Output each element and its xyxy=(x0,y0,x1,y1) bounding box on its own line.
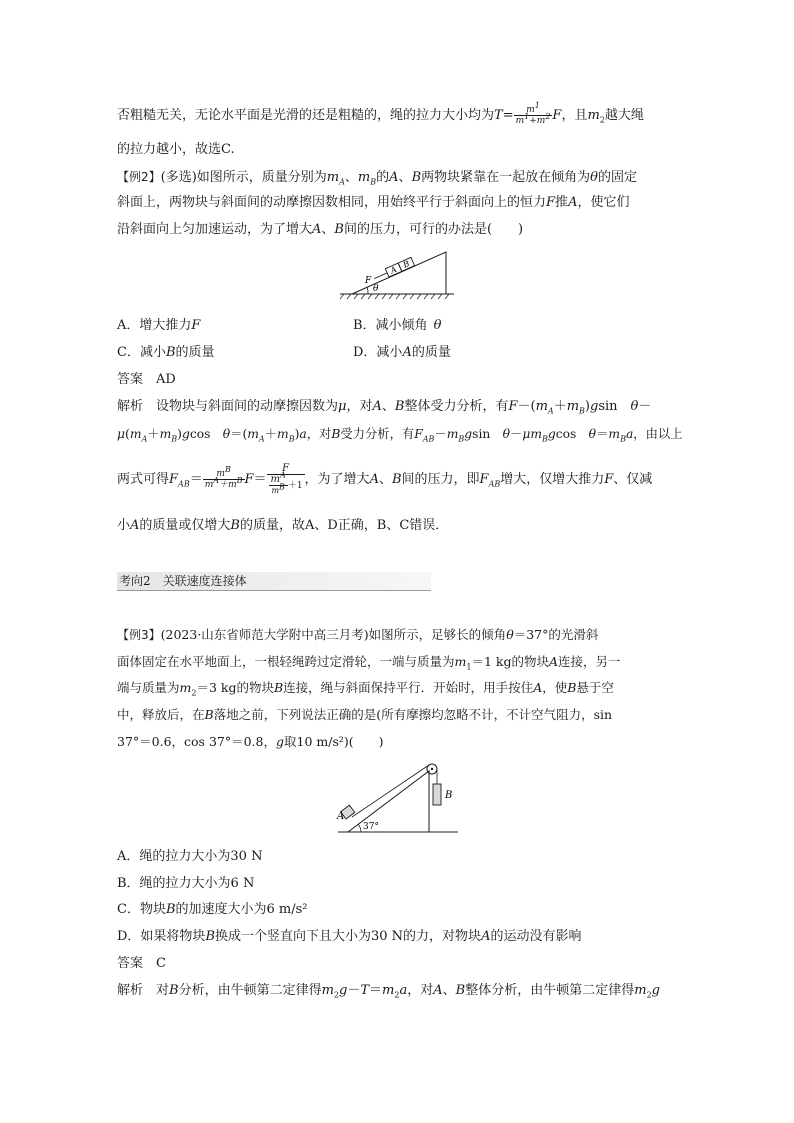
var-F: F xyxy=(552,108,562,123)
block-B xyxy=(433,784,441,805)
var-A: A xyxy=(389,170,399,185)
var: θ xyxy=(588,427,597,441)
var: F xyxy=(604,472,614,487)
text: 悬于空 xyxy=(576,680,614,695)
m: m xyxy=(271,485,280,495)
var: B xyxy=(165,902,176,917)
option-B xyxy=(353,317,441,335)
text: 分析，由牛顿第二定律得 xyxy=(178,983,322,998)
block-B-label: B xyxy=(401,259,411,270)
var-m: m xyxy=(587,108,600,123)
sup: A xyxy=(213,476,220,485)
var: m xyxy=(159,427,172,441)
text: 、 xyxy=(321,222,335,237)
analysis2-line-2 xyxy=(117,425,683,443)
var: A xyxy=(433,983,443,998)
option-A xyxy=(117,317,200,335)
text: B．减小倾角 xyxy=(353,318,428,333)
var: A xyxy=(533,680,543,695)
var: F xyxy=(169,472,179,487)
m: m xyxy=(204,480,214,490)
var: θ xyxy=(502,427,511,441)
var: m xyxy=(608,427,621,441)
example-tag: 【例2】 xyxy=(117,170,161,184)
var: T xyxy=(360,983,370,998)
sub: 2 xyxy=(646,990,652,1000)
text: (2023·山东省师范大学附中高三月考)如图所示，足够长的倾角 xyxy=(160,627,507,642)
sub: AB xyxy=(178,479,190,489)
text: 连接，另一 xyxy=(558,654,621,669)
sub: A xyxy=(339,177,345,187)
var: m xyxy=(454,654,467,669)
var: θ xyxy=(630,399,639,414)
example3-line-5 xyxy=(117,733,384,751)
fraction xyxy=(514,101,553,126)
text: ，对 xyxy=(407,983,434,998)
text: 沿斜面向上匀加速运动，为了增大 xyxy=(117,222,313,237)
var-A: A xyxy=(312,222,322,237)
example2-line-1 xyxy=(117,168,637,187)
sub: A xyxy=(258,434,265,444)
text: 的质量 xyxy=(175,345,215,360)
example-tag: 【例3】 xyxy=(117,628,161,642)
text: 端与质量为 xyxy=(117,680,180,695)
answer-3: 答案 C xyxy=(117,956,166,971)
var: g xyxy=(464,427,473,441)
block-B-label: B xyxy=(445,790,453,801)
var: F xyxy=(508,399,518,414)
angle-label: 37° xyxy=(363,822,379,832)
sup: B xyxy=(279,481,285,491)
var: g xyxy=(651,983,660,998)
var: m xyxy=(321,983,334,998)
sub: 2 xyxy=(394,990,400,1000)
var: B xyxy=(455,983,466,998)
var: A xyxy=(548,654,559,669)
text: －( xyxy=(517,399,536,414)
var: θ xyxy=(506,627,514,642)
var: A xyxy=(130,518,140,533)
answer-2: 答案 AD xyxy=(117,372,176,387)
var: μ xyxy=(117,427,125,441)
text: 两式可得 xyxy=(117,472,170,487)
text: － xyxy=(434,427,447,441)
option-C xyxy=(117,344,215,362)
var: F xyxy=(479,472,489,487)
text: ＝ xyxy=(596,427,609,441)
var: θ xyxy=(222,427,231,441)
var: g xyxy=(181,427,190,441)
m: m xyxy=(228,480,237,490)
text: sin xyxy=(472,427,503,441)
var: m xyxy=(277,427,289,441)
text: － xyxy=(638,399,652,414)
text: 、 xyxy=(378,472,392,487)
text: ＝( xyxy=(230,427,248,441)
var: m xyxy=(566,399,580,414)
pulley-diagram xyxy=(336,757,460,835)
text: 否粗糙无关，无论水平面是光滑的还是粗糙的，绳的拉力大小均为 xyxy=(117,108,495,123)
example3-line-1 xyxy=(117,626,598,644)
var: a xyxy=(625,427,634,441)
text: 、 xyxy=(381,399,395,414)
text: ) xyxy=(584,399,590,414)
angle-arc xyxy=(367,287,368,294)
text: 越大绳 xyxy=(604,108,644,123)
text: 落地之前，下列说法正确的是(所有摩擦均忽略不计，不计空气阻力，sin xyxy=(213,707,613,722)
analysis2-line-4 xyxy=(117,517,448,535)
text: ＋ xyxy=(264,427,278,441)
text: ＝37°的光滑斜 xyxy=(513,627,599,642)
fraction-1 xyxy=(203,465,245,490)
text: 整体受力分析，有 xyxy=(404,399,509,414)
var: B xyxy=(204,707,214,722)
sup: B xyxy=(224,465,231,474)
text: 换成一个竖直向下且大小为30 N的力，对物块 xyxy=(215,929,482,944)
var: F xyxy=(244,472,254,487)
sub: B xyxy=(620,434,626,444)
var: B xyxy=(169,983,179,998)
var: a xyxy=(299,427,307,441)
text: 37°＝0.6，cos 37°＝0.8， xyxy=(117,734,276,749)
text: C．减小 xyxy=(117,345,166,360)
text: ，且 xyxy=(561,108,588,123)
text: 的质量或仅增大 xyxy=(139,518,231,533)
force-arrow xyxy=(374,273,387,279)
text: sin xyxy=(598,399,631,414)
sup: B xyxy=(236,476,243,485)
sub: AB xyxy=(488,479,501,489)
sup: 1 xyxy=(524,112,530,121)
text: 整体分析，由牛顿第二定律得 xyxy=(465,983,635,998)
text: ＋ xyxy=(553,399,567,414)
sub: B xyxy=(458,434,465,444)
sub: 1 xyxy=(466,662,472,672)
angle-label: θ xyxy=(373,284,379,294)
text: 中，释放后，在 xyxy=(117,707,205,722)
text: ＝1 kg的物块 xyxy=(471,654,549,669)
text: 面体固定在水平地面上，一根轻绳跨过定滑轮，一端与质量为 xyxy=(117,654,455,669)
m: m xyxy=(536,116,546,126)
text: 的 xyxy=(376,170,390,185)
example2-line-3 xyxy=(117,221,523,239)
example3-line-4 xyxy=(117,706,612,724)
sub: 2 xyxy=(191,688,197,698)
var-B: B xyxy=(334,222,344,237)
sup: 2 xyxy=(545,112,551,121)
var: m xyxy=(247,427,259,441)
sub: B xyxy=(288,434,295,444)
var: m xyxy=(179,680,192,695)
text: 的固定 xyxy=(597,170,637,185)
text: ( xyxy=(125,427,130,441)
text: ＝ xyxy=(369,983,383,998)
plus: + xyxy=(529,116,537,126)
block-A-label: A xyxy=(388,264,398,276)
var: B xyxy=(205,929,215,944)
var-theta: θ xyxy=(590,170,598,185)
ground-hatch xyxy=(340,294,449,299)
text: 的加速度大小为6 m/s² xyxy=(175,902,308,917)
var: B xyxy=(391,472,402,487)
text: C．物块 xyxy=(117,902,166,917)
text: 增大，仅增大推力 xyxy=(500,472,605,487)
var: B xyxy=(331,427,341,441)
text-line-1 xyxy=(117,101,644,126)
text: 受力分析，有 xyxy=(340,427,415,441)
incline xyxy=(348,771,429,832)
var: F xyxy=(414,427,423,441)
var: m xyxy=(446,427,459,441)
text-line-2: 的拉力越小，故选C. xyxy=(117,142,235,157)
sub: B xyxy=(370,177,377,187)
var: A xyxy=(369,472,379,487)
text: ＝3 kg的物块 xyxy=(196,680,274,695)
text: 解析 设物块与斜面间的动摩擦因数为 xyxy=(117,399,339,414)
text: ，对 xyxy=(306,427,332,441)
text: 、 xyxy=(398,170,412,185)
var-m: m xyxy=(357,170,371,185)
var: g xyxy=(590,399,599,414)
option-C xyxy=(117,901,308,919)
force-label: F xyxy=(365,276,372,286)
m: m xyxy=(526,105,535,115)
text: 连接，绳与斜面保持平行．开始时，用手按住 xyxy=(283,680,534,695)
inner-fraction xyxy=(269,470,288,496)
text: (多选)如图所示，质量分别为 xyxy=(160,170,327,185)
text: 间的压力，即 xyxy=(401,472,480,487)
text: 、仅减 xyxy=(613,472,653,487)
text: D．如果将物块 xyxy=(117,929,206,944)
text: 的质量，故A、D正确，B、C错误． xyxy=(239,518,449,533)
var: A xyxy=(372,399,382,414)
block-A-label: A xyxy=(337,811,345,822)
text: ＋ xyxy=(147,427,160,441)
text: 的运动没有影响 xyxy=(490,929,582,944)
m: m xyxy=(270,473,281,485)
example2-line-2 xyxy=(117,194,629,212)
var: m xyxy=(634,983,647,998)
plus: ＋ xyxy=(219,480,229,490)
text: 、 xyxy=(442,983,456,998)
var: μ xyxy=(338,399,347,414)
fraction-2 xyxy=(267,464,305,496)
text: 两物块紧靠在一起放在倾角为 xyxy=(421,170,591,185)
section-heading-text: 考向2 关联速度连接体 xyxy=(119,574,247,588)
text: 的质量 xyxy=(411,345,451,360)
text: cos xyxy=(555,427,589,441)
sub: B xyxy=(171,434,178,444)
text: 取10 m/s²)( ) xyxy=(284,734,384,749)
text: 间的压力，可行的办法是( ) xyxy=(343,222,524,237)
text: 解析 对 xyxy=(117,983,170,998)
var-A: A xyxy=(568,195,578,210)
example3-line-2 xyxy=(117,653,621,671)
text: － xyxy=(510,427,523,441)
section-heading xyxy=(117,572,431,591)
sub: 2 xyxy=(333,990,340,1000)
text: 斜面上，两物块与斜面间的动摩擦因数相同，用始终平行于斜面向上的恒力 xyxy=(117,195,547,210)
text: 、 xyxy=(344,170,358,185)
option-D xyxy=(353,344,451,362)
num: F xyxy=(267,464,305,475)
text: A．增大推力 xyxy=(117,318,192,333)
text: ，为了增大 xyxy=(304,472,370,487)
sup: A xyxy=(280,470,286,480)
text: ) xyxy=(294,427,300,441)
text: ，使 xyxy=(542,680,568,695)
text: ，对 xyxy=(346,399,373,414)
incline-diagram xyxy=(338,248,458,304)
var: B xyxy=(394,399,405,414)
text: cos xyxy=(189,427,223,441)
text: 小 xyxy=(117,518,131,533)
angle-arc xyxy=(358,824,361,832)
text: ＝ xyxy=(189,472,203,487)
text: = xyxy=(502,108,514,123)
var: μ xyxy=(522,427,531,441)
var: g xyxy=(339,983,348,998)
var: g xyxy=(547,427,556,441)
pulley-axle xyxy=(431,768,433,770)
var: A xyxy=(402,345,412,360)
analysis2-line-3 xyxy=(117,456,652,504)
m: m xyxy=(216,469,225,479)
analysis2-line-1 xyxy=(117,398,651,416)
var-m: m xyxy=(326,170,340,185)
var: B xyxy=(567,680,577,695)
var: B xyxy=(230,518,240,533)
text: 推 xyxy=(555,195,569,210)
var: θ xyxy=(433,318,442,333)
sup: 1 xyxy=(534,101,540,110)
text: ＝ xyxy=(253,472,267,487)
sub: A xyxy=(141,434,148,444)
var: m xyxy=(535,399,548,414)
var: g xyxy=(276,734,285,749)
var: m xyxy=(129,427,142,441)
var-T: T xyxy=(494,108,503,123)
option-A: A．绳的拉力大小为30 N xyxy=(117,849,263,864)
var: m xyxy=(530,427,542,441)
var: B xyxy=(165,345,176,360)
option-D xyxy=(117,928,581,946)
var: B xyxy=(273,680,284,695)
var: a xyxy=(399,983,408,998)
sub: AB xyxy=(422,434,435,444)
sub: 2 xyxy=(599,115,605,125)
var: m xyxy=(382,983,395,998)
rope-incline xyxy=(352,765,429,817)
example3-line-3 xyxy=(117,679,614,697)
plus-one: ＋1 xyxy=(287,480,303,491)
text: ，使它们 xyxy=(577,195,630,210)
m: m xyxy=(515,116,525,126)
text: ) xyxy=(177,427,182,441)
analysis3-line-1 xyxy=(117,982,660,1000)
text: － xyxy=(347,983,361,998)
text: ，由以上 xyxy=(633,427,683,441)
sub: B xyxy=(579,406,585,416)
var: F xyxy=(191,318,201,333)
text: D．减小 xyxy=(353,345,403,360)
option-B: B．绳的拉力大小为6 N xyxy=(117,876,255,891)
var: A xyxy=(481,929,491,944)
sub: B xyxy=(542,434,548,444)
sub: A xyxy=(547,406,554,416)
var-F: F xyxy=(546,195,556,210)
var-B: B xyxy=(411,170,422,185)
